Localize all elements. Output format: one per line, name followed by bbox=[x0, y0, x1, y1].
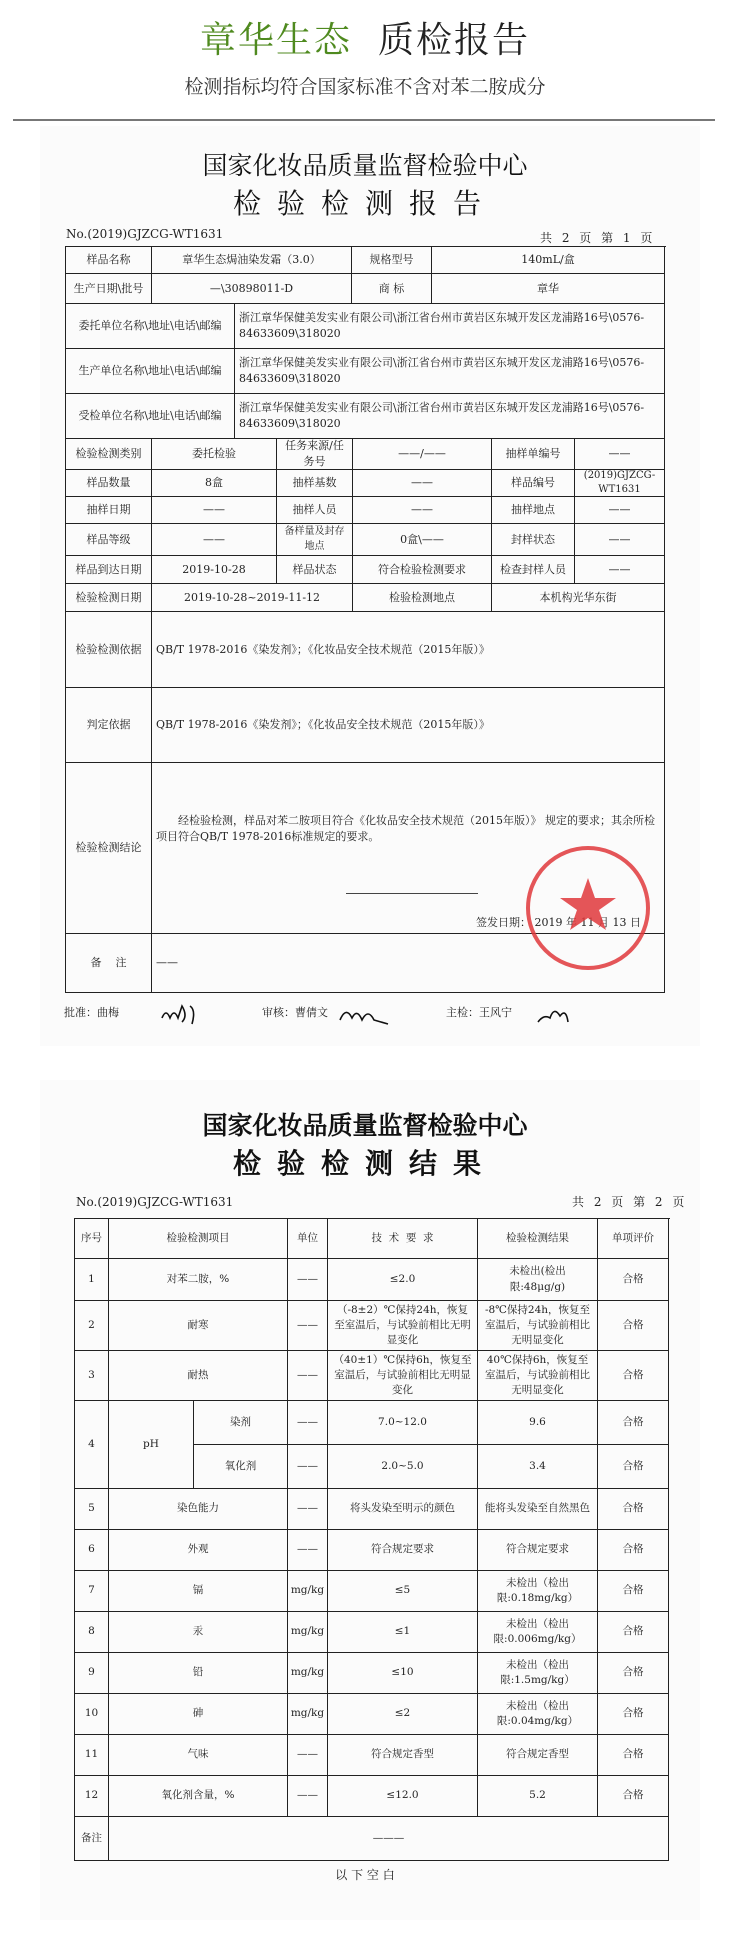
table-row-ph bbox=[75, 1401, 670, 1489]
requirement: 符合规定要求 bbox=[328, 1530, 478, 1571]
evaluation: 合格 bbox=[598, 1571, 669, 1612]
table-row-remarks bbox=[75, 1817, 670, 1861]
row-number: 1 bbox=[75, 1259, 109, 1301]
field-value: —— bbox=[575, 556, 665, 584]
field-value: QB/T 1978-2016《染发剂》；《化妆品安全技术规范（2015年版）》 bbox=[152, 612, 665, 688]
org-name: 国家化妆品质量监督检验中心 bbox=[202, 151, 528, 180]
test-item: 对苯二胺，% bbox=[109, 1259, 288, 1301]
test-item: 耐热 bbox=[109, 1351, 288, 1401]
field-label: 受检单位名称\地址\电话\邮编 bbox=[66, 394, 235, 439]
field-label: 封样状态 bbox=[492, 524, 575, 556]
test-item: 染色能力 bbox=[109, 1489, 288, 1530]
field-label: 委托单位名称\地址\电话\邮编 bbox=[66, 304, 235, 349]
field-label: 检验检测结论 bbox=[66, 763, 152, 934]
field-label: 抽样日期 bbox=[66, 497, 152, 524]
table-row bbox=[75, 1653, 670, 1694]
field-label: 生产单位名称\地址\电话\邮编 bbox=[66, 349, 235, 394]
field-label: 样品等级 bbox=[66, 524, 152, 556]
result: 9.6 bbox=[478, 1401, 598, 1445]
unit: —— bbox=[288, 1489, 328, 1530]
field-value: ——/—— bbox=[353, 439, 492, 470]
field-label: 商 标 bbox=[352, 274, 432, 304]
evaluation: 合格 bbox=[598, 1776, 669, 1817]
evaluation: 合格 bbox=[598, 1351, 669, 1401]
table-row bbox=[66, 556, 666, 584]
table-row bbox=[66, 524, 666, 556]
evaluation: 合格 bbox=[598, 1694, 669, 1735]
field-label: 抽样人员 bbox=[277, 497, 353, 524]
requirement: ≤2.0 bbox=[328, 1259, 478, 1301]
unit: —— bbox=[288, 1401, 328, 1445]
evaluation: 合格 bbox=[598, 1401, 669, 1445]
remarks-value: ——— bbox=[109, 1817, 669, 1861]
brand-name: 章华生态 bbox=[199, 20, 352, 61]
field-value: —— bbox=[152, 497, 277, 524]
field-label: 样品状态 bbox=[277, 556, 353, 584]
test-item: pH bbox=[109, 1401, 194, 1489]
field-value: 2019-10-28 bbox=[152, 556, 277, 584]
field-label: 抽样基数 bbox=[277, 470, 353, 497]
result: -8℃保持24h，恢复至室温后，与试验前相比无明显变化 bbox=[478, 1301, 598, 1351]
field-label: 检验检测地点 bbox=[353, 584, 492, 612]
row-number: 10 bbox=[75, 1694, 109, 1735]
field-label: 检验检测日期 bbox=[66, 584, 152, 612]
requirement: ≤10 bbox=[328, 1653, 478, 1694]
result: 40℃保持6h，恢复至室温后，与试验前相比无明显变化 bbox=[478, 1351, 598, 1401]
report-title: 检验检测报告 bbox=[232, 187, 497, 220]
row-number: 4 bbox=[75, 1401, 109, 1489]
table-row bbox=[75, 1259, 670, 1301]
unit: —— bbox=[288, 1259, 328, 1301]
evaluation: 合格 bbox=[598, 1259, 669, 1301]
evaluation: 合格 bbox=[598, 1489, 669, 1530]
field-label: 规格型号 bbox=[352, 247, 432, 274]
row-number: 6 bbox=[75, 1530, 109, 1571]
table-header bbox=[75, 1219, 670, 1259]
field-value: QB/T 1978-2016《染发剂》；《化妆品安全技术规范（2015年版）》 bbox=[152, 688, 665, 763]
remarks-label: 备注 bbox=[75, 1817, 109, 1861]
page-info: 共 2 页 第 2 页 bbox=[572, 1195, 688, 1209]
table-row bbox=[66, 394, 666, 439]
banner-heading: 质检报告 bbox=[378, 20, 531, 61]
unit: mg/kg bbox=[288, 1653, 328, 1694]
result: 未检出（检出限:0.04mg/kg） bbox=[478, 1694, 598, 1735]
test-item: 汞 bbox=[109, 1612, 288, 1653]
field-label: 检验检测类别 bbox=[66, 439, 152, 470]
table-row bbox=[66, 274, 666, 304]
field-value: 浙江章华保健美发实业有限公司\浙江省台州市黄岩区东城开发区龙浦路16号\0576-84633609\318020 bbox=[235, 394, 665, 439]
table-row bbox=[75, 1351, 670, 1401]
result: 能将头发染至自然黑色 bbox=[478, 1489, 598, 1530]
banner-subtitle: 检测指标均符合国家标准不含对苯二胺成分 bbox=[184, 76, 546, 98]
unit: mg/kg bbox=[288, 1612, 328, 1653]
requirement: 2.0~5.0 bbox=[328, 1445, 478, 1489]
result: 3.4 bbox=[478, 1445, 598, 1489]
column-header: 检验检测结果 bbox=[478, 1219, 598, 1259]
field-label: 样品名称 bbox=[66, 247, 152, 274]
evaluation: 合格 bbox=[598, 1612, 669, 1653]
evaluation: 合格 bbox=[598, 1735, 669, 1776]
unit: mg/kg bbox=[288, 1571, 328, 1612]
test-item: 外观 bbox=[109, 1530, 288, 1571]
unit: —— bbox=[288, 1530, 328, 1571]
table-row bbox=[66, 688, 666, 763]
table-row bbox=[75, 1530, 670, 1571]
star-icon bbox=[530, 850, 646, 966]
table-row bbox=[66, 470, 666, 497]
table-row bbox=[75, 1776, 670, 1817]
column-header: 单位 bbox=[288, 1219, 328, 1259]
test-item: 镉 bbox=[109, 1571, 288, 1612]
field-value: (2019)GJZCG-WT1631 bbox=[575, 470, 665, 497]
table-row bbox=[66, 612, 666, 688]
signature-line bbox=[346, 893, 478, 894]
table-row bbox=[75, 1301, 670, 1351]
field-label: 样品编号 bbox=[492, 470, 575, 497]
field-label: 备样量及封存地点 bbox=[277, 524, 353, 556]
result: 未检出（检出限:0.006mg/kg） bbox=[478, 1612, 598, 1653]
row-number: 12 bbox=[75, 1776, 109, 1817]
requirement: 将头发染至明示的颜色 bbox=[328, 1489, 478, 1530]
field-value: —— bbox=[353, 470, 492, 497]
field-value: 浙江章华保健美发实业有限公司\浙江省台州市黄岩区东城开发区龙浦路16号\0576-84633609\318020 bbox=[235, 304, 665, 349]
column-header: 检验检测项目 bbox=[109, 1219, 288, 1259]
row-number: 2 bbox=[75, 1301, 109, 1351]
table-row bbox=[75, 1612, 670, 1653]
evaluation: 合格 bbox=[598, 1301, 669, 1351]
unit: —— bbox=[288, 1351, 328, 1401]
approver: 批准：曲梅 bbox=[64, 1006, 119, 1019]
requirement: ≤1 bbox=[328, 1612, 478, 1653]
field-label: 备 注 bbox=[66, 934, 152, 993]
field-value: —— bbox=[575, 524, 665, 556]
field-label: 样品数量 bbox=[66, 470, 152, 497]
test-item: 气味 bbox=[109, 1735, 288, 1776]
divider bbox=[13, 119, 715, 121]
field-value: 本机构光华东街 bbox=[492, 584, 665, 612]
evaluation: 合格 bbox=[598, 1653, 669, 1694]
test-item: 砷 bbox=[109, 1694, 288, 1735]
column-header: 技 术 要 求 bbox=[328, 1219, 478, 1259]
conclusion-text: 经检验检测，样品对苯二胺项目符合《化妆品安全技术规范（2015年版）》 规定的要求；其余所检项目符合QB/T 1978-2016标准规定的要求。 bbox=[152, 763, 665, 934]
field-label: 检验检测依据 bbox=[66, 612, 152, 688]
evaluation: 合格 bbox=[598, 1445, 669, 1489]
result: 符合规定要求 bbox=[478, 1530, 598, 1571]
sign-date: 签发日期： 2019 年 11 月 13 日 bbox=[476, 916, 641, 929]
field-label: 抽样地点 bbox=[492, 497, 575, 524]
row-number: 8 bbox=[75, 1612, 109, 1653]
row-number: 7 bbox=[75, 1571, 109, 1612]
result: 符合规定香型 bbox=[478, 1735, 598, 1776]
test-item: 耐寒 bbox=[109, 1301, 288, 1351]
field-value: —— bbox=[152, 934, 665, 993]
test-item: 氧化剂含量，% bbox=[109, 1776, 288, 1817]
requirement: ≤12.0 bbox=[328, 1776, 478, 1817]
table-row bbox=[66, 247, 666, 274]
table-row bbox=[75, 1489, 670, 1530]
table-row bbox=[66, 497, 666, 524]
table-row bbox=[75, 1571, 670, 1612]
field-label: 任务来源/任务号 bbox=[277, 439, 353, 470]
field-value: 0盒\—— bbox=[353, 524, 492, 556]
table-row bbox=[75, 1694, 670, 1735]
unit: mg/kg bbox=[288, 1694, 328, 1735]
sub-item: 染剂 bbox=[194, 1401, 288, 1445]
test-item: 铅 bbox=[109, 1653, 288, 1694]
handwritten-signatures bbox=[160, 1000, 600, 1030]
table-row bbox=[66, 584, 666, 612]
table-row bbox=[75, 1735, 670, 1776]
row-number: 11 bbox=[75, 1735, 109, 1776]
table-row bbox=[66, 349, 666, 394]
field-value: 140mL/盒 bbox=[432, 247, 665, 274]
field-value: —— bbox=[575, 439, 665, 470]
table-row bbox=[66, 439, 666, 470]
result: 未检出（检出限:1.5mg/kg） bbox=[478, 1653, 598, 1694]
evaluation: 合格 bbox=[598, 1530, 669, 1571]
requirement: （-8±2）℃保持24h，恢复至室温后，与试验前相比无明显变化 bbox=[328, 1301, 478, 1351]
requirement: 符合规定香型 bbox=[328, 1735, 478, 1776]
field-value: —\30898011-D bbox=[152, 274, 352, 304]
results-table bbox=[74, 1218, 670, 1861]
field-label: 生产日期\批号 bbox=[66, 274, 152, 304]
official-stamp bbox=[526, 846, 650, 970]
field-value: 章华生态焗油染发霜（3.0） bbox=[152, 247, 352, 274]
field-label: 检查封样人员 bbox=[492, 556, 575, 584]
result: 未检出（检出限:0.18mg/kg） bbox=[478, 1571, 598, 1612]
field-value: —— bbox=[353, 497, 492, 524]
report-number: No.(2019)GJZCG-WT1631 bbox=[76, 1195, 234, 1209]
column-header: 单项评价 bbox=[598, 1219, 669, 1259]
requirement: （40±1）℃保持6h，恢复至室温后，与试验前相比无明显变化 bbox=[328, 1351, 478, 1401]
field-value: 2019-10-28~2019-11-12 bbox=[152, 584, 353, 612]
field-value: 符合检验检测要求 bbox=[353, 556, 492, 584]
page-info: 共 2 页 第 1 页 bbox=[540, 231, 656, 245]
field-label: 判定依据 bbox=[66, 688, 152, 763]
unit: —— bbox=[288, 1735, 328, 1776]
field-value: 8盒 bbox=[152, 470, 277, 497]
row-number: 5 bbox=[75, 1489, 109, 1530]
reviewer: 审核：曹倩文 bbox=[262, 1006, 328, 1019]
field-value: —— bbox=[575, 497, 665, 524]
row-number: 3 bbox=[75, 1351, 109, 1401]
unit: —— bbox=[288, 1445, 328, 1489]
field-value: 章华 bbox=[432, 274, 665, 304]
banner-title bbox=[0, 12, 730, 63]
field-label: 样品到达日期 bbox=[66, 556, 152, 584]
sub-item: 氧化剂 bbox=[194, 1445, 288, 1489]
result: 5.2 bbox=[478, 1776, 598, 1817]
field-label: 抽样单编号 bbox=[492, 439, 575, 470]
field-value: 浙江章华保健美发实业有限公司\浙江省台州市黄岩区东城开发区龙浦路16号\0576-84633609\318020 bbox=[235, 349, 665, 394]
blank-note: 以 下 空 白 bbox=[335, 1868, 395, 1882]
field-value: 委托检验 bbox=[152, 439, 277, 470]
requirement: ≤5 bbox=[328, 1571, 478, 1612]
table-row bbox=[66, 304, 666, 349]
field-value: —— bbox=[152, 524, 277, 556]
inspector: 主检：王风宁 bbox=[446, 1006, 512, 1019]
unit: —— bbox=[288, 1776, 328, 1817]
result: 未检出(检出限:48μg/g) bbox=[478, 1259, 598, 1301]
report-number: No.(2019)GJZCG-WT1631 bbox=[66, 227, 224, 241]
column-header: 序号 bbox=[75, 1219, 109, 1259]
requirement: ≤2 bbox=[328, 1694, 478, 1735]
requirement: 7.0~12.0 bbox=[328, 1401, 478, 1445]
row-number: 9 bbox=[75, 1653, 109, 1694]
results-title: 检验检测结果 bbox=[232, 1147, 497, 1180]
unit: —— bbox=[288, 1301, 328, 1351]
org-name: 国家化妆品质量监督检验中心 bbox=[202, 1111, 528, 1140]
